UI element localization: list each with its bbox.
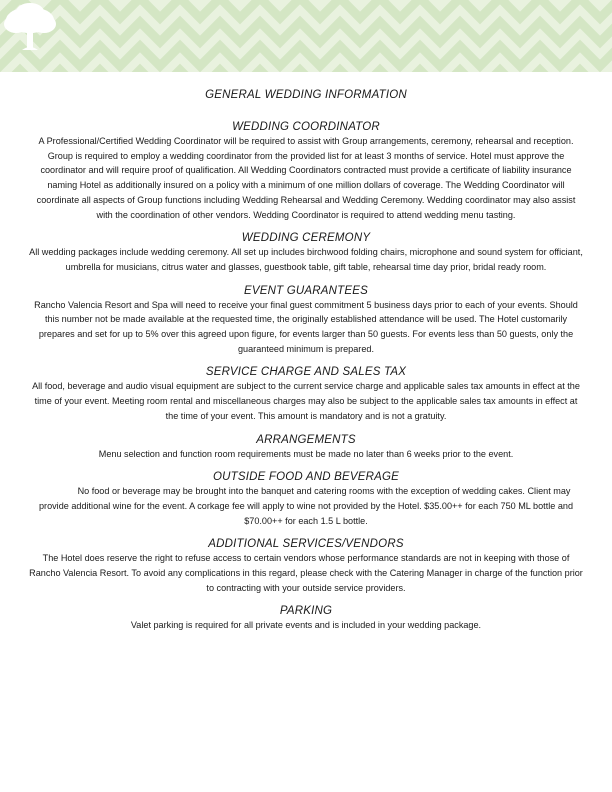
section-service-charge [28,366,584,423]
section-heading: SERVICE CHARGE AND SALES TAX [205,366,407,379]
chevron-pattern [0,0,612,72]
section-heading: EVENT GUARANTEES [244,284,368,297]
section-body: Valet parking is required for all private events and is included in your wedding package. [130,620,482,631]
section-heading: WEDDING CEREMONY [241,232,371,245]
section-body: A Professional/Certified Wedding Coordinator will be required to assist with Group arrangements, ceremony, rehearsal and reception. Group is required to employ a wedding coordinator from the provided list for at least 3 months of service. Hotel must approve the coordinator and will require proof of qualification. All Wedding Coordinators contracted must provide a certificate of liability insurance naming Hotel as additionally insured on a policy with a minimum of one million dollars of coverage. The Wedding Coordinator will coordinate all aspects of Group functions including Wedding Rehearsal and Wedding Ceremony. Wedding coordinator may also assist with the coordination of other vendors. Wedding Coordinator is required to attend wedding menu tasting. [36,136,576,220]
section-body: Menu selection and function room requirements must be made no later than 6 weeks prior to the event. [98,448,514,459]
section-heading: WEDDING COORDINATOR [232,121,380,133]
header-band [0,0,612,72]
section-event-guarantees [28,285,584,357]
section-parking [28,605,584,633]
section-heading: OUTSIDE FOOD AND BEVERAGE [212,471,400,484]
section-outside-food [28,471,584,528]
section-wedding-coordinator [28,121,584,222]
section-heading: ARRANGEMENTS [256,433,356,446]
section-heading: PARKING [279,605,333,618]
page-title: GENERAL WEDDING INFORMATION [205,89,407,101]
document-body [28,89,584,643]
section-body: No food or beverage may be brought into the banquet and catering rooms with the exception of wedding cakes. Client may provide additional wine for the event. A corkage fee will apply to wine not provided by the Hotel. $35.00++ for each 750 ML bottle and $70.00++ for each 1.5 L bottle. [38,486,573,526]
oak-tree-icon [0,0,60,56]
section-body: The Hotel does reserve the right to refuse access to certain vendors whose performance standards are not in keeping with those of Rancho Valencia Resort. To avoid any complications in this regard, please check with the Catering Manager in charge of the function prior to contracting with your outside service providers. [29,553,583,593]
section-body: All wedding packages include wedding ceremony. All set up includes birchwood folding chairs, microphone and sound system for officiant, umbrella for musicians, citrus water and glasses, guestbook table, gift table, rehearsal time day prior, bridal ready room. [29,247,583,272]
section-wedding-ceremony [28,232,584,274]
section-heading: ADDITIONAL SERVICES/VENDORS [208,538,404,551]
section-body: Rancho Valencia Resort and Spa will need to receive your final guest commitment 5 business days prior to each of your events. Should this number not be made available at the requested time, the originally established attendance will be used. The Hotel customarily prepares and set for up to 5% over this agreed upon figure, for events larger than 50 guests. For events less than 50 guests, only the guaranteed minimum is prepared. [34,299,578,354]
section-body: All food, beverage and audio visual equipment are subject to the current service charge and applicable sales tax amounts in effect at the time of your event. Meeting room rental and miscellaneous charges may also be subject to the applicable sales tax amounts in effect at the time of your event. This amount is mandatory and is not a gratuity. [32,381,580,421]
section-additional-services [28,538,584,595]
section-arrangements [28,434,584,462]
